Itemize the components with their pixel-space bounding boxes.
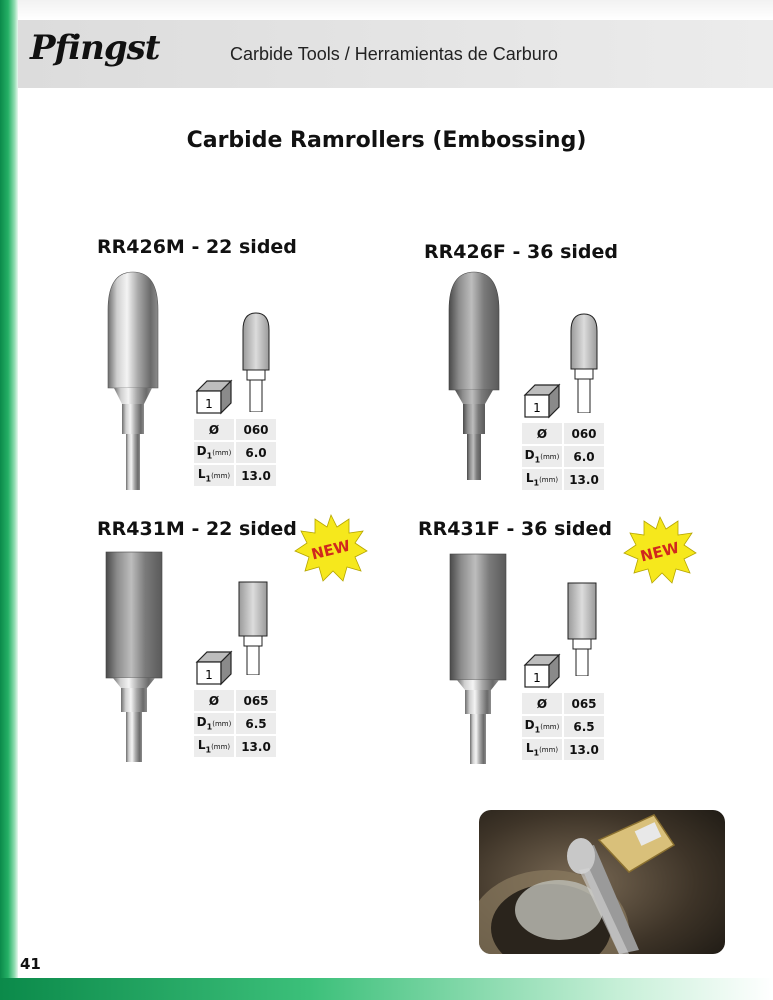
spec-row-diameter: Ø 060: [194, 419, 276, 440]
product-title-rr431m: RR431M - 22 sided: [97, 518, 297, 540]
bottom-green-bar: [0, 978, 773, 1000]
spec-row-l1: $L_1(mm)$ 13.0: [522, 469, 604, 490]
spec-row-d1: $D_1(mm)$ 6.5: [194, 713, 276, 734]
spec-row-diameter: Ø 065: [194, 690, 276, 711]
spec-row-l1: $L_1(mm)$ 13.0: [522, 739, 604, 760]
header-title: Carbide Tools / Herramientas de Carburo: [230, 44, 558, 64]
box-pack-icon: [193, 377, 235, 415]
spec-row-l1: $L_1(mm)$ 13.0: [194, 736, 276, 757]
spec-row-l1: $L_1(mm)$ 13.0: [194, 465, 276, 486]
tool-drawing-rr426m: [240, 312, 272, 412]
tool-photo-rr426m: [102, 270, 164, 490]
tool-drawing-rr426f: [568, 313, 600, 413]
product-title-rr431f: RR431F - 36 sided: [418, 518, 612, 540]
spec-row-diameter: Ø 060: [522, 423, 604, 444]
new-badge-label: NEW: [309, 536, 353, 564]
new-badge: [622, 515, 698, 585]
box-pack-icon: [521, 651, 563, 689]
spec-row-d1: $D_1(mm)$ 6.5: [522, 716, 604, 737]
spec-table-rr431m: [192, 688, 278, 759]
page-number: 41: [20, 955, 41, 973]
tool-photo-rr431f: [447, 552, 509, 764]
spec-table-rr426m: [192, 417, 278, 488]
spec-table-rr431f: [520, 691, 606, 762]
tool-drawing-rr431f: [567, 582, 597, 676]
pack-quantity: 1: [205, 668, 213, 682]
box-pack-icon: [521, 381, 563, 419]
tool-photo-rr426f: [443, 270, 505, 480]
application-photo: [479, 810, 725, 954]
brand-logo: Pfingst: [30, 28, 160, 68]
spec-row-d1: $D_1(mm)$ 6.0: [522, 446, 604, 467]
pack-quantity: 1: [533, 401, 541, 415]
page-title: Carbide Ramrollers (Embossing): [186, 128, 587, 153]
spec-table-rr426f: [520, 421, 606, 492]
pack-quantity: 1: [533, 671, 541, 685]
new-badge-label: NEW: [638, 538, 682, 566]
box-pack-icon: [193, 648, 235, 686]
tool-drawing-rr431m: [238, 581, 268, 675]
spec-row-d1: $D_1(mm)$ 6.0: [194, 442, 276, 463]
product-title-rr426m: RR426M - 22 sided: [97, 236, 297, 258]
new-badge: [293, 513, 369, 583]
top-fade: [18, 0, 773, 20]
pack-quantity: 1: [205, 397, 213, 411]
product-title-rr426f: RR426F - 36 sided: [424, 241, 618, 263]
spec-row-diameter: Ø 065: [522, 693, 604, 714]
tool-photo-rr431m: [103, 550, 165, 762]
